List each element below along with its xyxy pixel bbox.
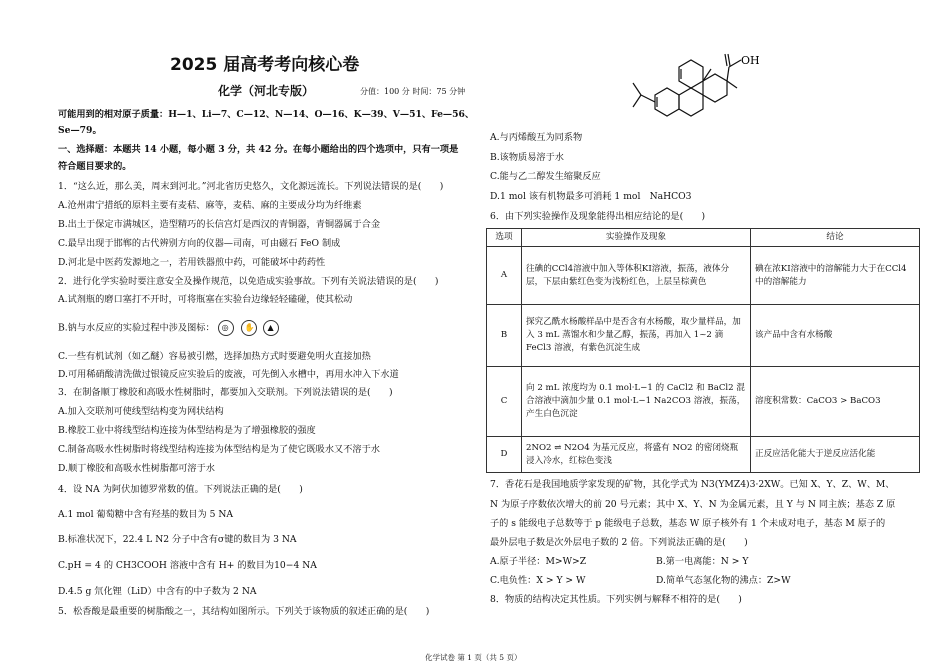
table-cell-operation: 向 2 mL 浓度均为 0.1 mol·L−1 的 CaCl2 和 BaCl2 混合溶液中滴加少量 0.1 mol·L−1 Na2CO3 溶液，振荡，产生白色沉淀 <box>522 367 751 437</box>
table-cell-operation: 往碘的CCl4溶液中加入等体积KI溶液，振荡，液体分层，下层由紫红色变为浅粉红色，上层呈棕黄色 <box>522 247 751 305</box>
table-row <box>487 437 920 473</box>
q8-stem: 8．物质的结构决定其性质。下列实例与解释不相符的是( ) <box>490 594 742 605</box>
goggles-icon: ◎ <box>218 320 234 336</box>
q4-option-a: A.1 mol 葡萄糖中含有羟基的数目为 5 NA <box>58 509 234 520</box>
q7-option-d: D.简单气态氢化物的沸点：Z>W <box>656 575 791 586</box>
q2-option-c: C.一些有机试剂（如乙醚）容易被引燃，选择加热方式时要避免明火直接加热 <box>58 351 371 362</box>
q7-option-c: C.电负性：X > Y > W <box>490 575 586 586</box>
q7-line-3: 子的 s 能级电子总数等于 p 能级电子总数，基态 W 原子核外有 1 个未成对电子，基态 M 原子的 <box>490 518 886 529</box>
table-cell-option: B <box>487 305 522 367</box>
q1-option-a: A.沧州肃宁措纸的原料主要有麦秸、麻等，麦秸、麻的主要成分均为纤维素 <box>58 200 362 211</box>
table-header-option: 选项 <box>487 229 522 247</box>
q3-option-c: C.制备高吸水性树脂时将线型结构连接为体型结构是为了使它既吸水又不溶于水 <box>58 444 380 455</box>
q2-option-b <box>58 320 283 336</box>
q4-option-b: B.标准状况下，22.4 L N2 分子中含有σ键的数目为 3 NA <box>58 534 297 545</box>
q3-option-b: B.橡胶工业中将线型结构连接为体型结构是为了增强橡胶的强度 <box>58 425 316 436</box>
table-cell-conclusion: 正反应活化能大于逆反应活化能 <box>751 437 920 473</box>
q4-option-d: D.4.5 g 氘化锂（LiD）中含有的中子数为 2 NA <box>58 586 257 597</box>
table-row <box>487 247 920 305</box>
q3-option-a: A.加入交联剂可使线型结构变为网状结构 <box>58 406 224 417</box>
hand-wash-icon: ✋ <box>241 320 257 336</box>
q7-line-4: 最外层电子数是次外层电子数的 2 倍。下列说法正确的是( ) <box>490 537 748 548</box>
q5-option-d: D.1 mol 该有机物最多可消耗 1 mol NaHCO3 <box>490 191 692 202</box>
abietic-acid-structure <box>625 40 795 130</box>
table-header-conclusion: 结论 <box>751 229 920 247</box>
table-row <box>487 305 920 367</box>
q7-line-2: N 为原子序数依次增大的前 20 号元素；其中 X、Y、N 为金属元素，且 Y 与 N 同主族；基态 Z 原 <box>490 499 896 510</box>
table-header-row <box>487 229 920 247</box>
table-row <box>487 367 920 437</box>
q3-option-d: D.顺丁橡胶和高吸水性树脂都可溶于水 <box>58 463 215 474</box>
q7-line-1: 7．香花石是我国地质学家发现的矿物，其化学式为 N3(YMZ4)3·2XW。已知 X、Y、Z、W、M、 <box>490 479 895 490</box>
q7-option-a: A.原子半径：M>W>Z <box>490 556 587 567</box>
q1-option-b: B.出土于保定市满城区，造型精巧的长信宫灯是西汉的青铜器，青铜器属于合金 <box>58 219 381 230</box>
exam-subtitle: 化学（河北专版） <box>218 84 315 98</box>
atomic-masses-line-1: 可能用到的相对原子质量：H—1、Li—7、C—12、N—14、O—16、K—39、V—51、Fe—56、 <box>58 109 475 120</box>
table-header-operation: 实验操作及现象 <box>522 229 751 247</box>
q4-option-c: C.pH = 4 的 CH3COOH 溶液中含有 H+ 的数目为10−4 NA <box>58 560 317 571</box>
q2-option-d: D.可用稀硝酸清洗做过银镜反应实验后的废液，可先倒入水槽中，再用水冲入下水道 <box>58 369 399 380</box>
page-footer: 化学试卷 第 1 页（共 5 页） <box>425 653 522 662</box>
flame-hazard-icon: ▲ <box>263 320 279 336</box>
q7-option-b: B.第一电离能：N > Y <box>656 556 749 567</box>
table-cell-option: D <box>487 437 522 473</box>
q5-stem: 5．松香酸是最重要的树脂酸之一，其结构如图所示。下列关于该物质的叙述正确的是( ) <box>58 606 430 617</box>
table-cell-conclusion: 溶度积常数：CaCO3 > BaCO3 <box>751 367 920 437</box>
exam-title: 2025 届高考考向核心卷 <box>170 55 360 75</box>
q2-option-b-text: B.钠与水反应的实验过程中涉及图标： <box>58 322 215 334</box>
q3-stem: 3．在制备顺丁橡胶和高吸水性树脂时，都要加入交联剂。下列说法错误的是( ) <box>58 387 393 398</box>
q5-option-c: C.能与乙二醇发生缩聚反应 <box>490 171 601 182</box>
table-cell-operation: 2NO2 ⇌ N2O4 为基元反应，将盛有 NO2 的密闭烧瓶浸入冷水，红棕色变浅 <box>522 437 751 473</box>
section-heading-line-2: 符合题目要求的。 <box>58 161 132 172</box>
structure-oh-label: OH <box>741 54 760 67</box>
table-cell-conclusion: 碘在浓KI溶液中的溶解能力大于在CCl4中的溶解能力 <box>751 247 920 305</box>
section-heading-line-1: 一、选择题：本题共 14 小题，每小题 3 分，共 42 分。在每小题给出的四个选项中，只有一项是 <box>58 144 459 155</box>
q4-stem: 4．设 NA 为阿伏加德罗常数的值。下列说法正确的是( ) <box>58 484 303 495</box>
table-cell-option: C <box>487 367 522 437</box>
exam-meta: 分值：100 分 时间：75 分钟 <box>360 87 466 96</box>
q5-option-b: B.该物质易溶于水 <box>490 152 564 163</box>
atomic-masses-line-2: Se—79。 <box>58 125 102 136</box>
q5-option-a: A.与丙烯酸互为同系物 <box>490 132 583 143</box>
table-cell-conclusion: 该产品中含有水杨酸 <box>751 305 920 367</box>
table-cell-option: A <box>487 247 522 305</box>
q6-table <box>486 228 920 473</box>
q1-option-d: D.河北是中医药发源地之一，若用铁器煎中药，可能破坏中药药性 <box>58 257 326 268</box>
q2-stem: 2．进行化学实验时要注意安全及操作规范，以免造成实验事故。下列有关说法错误的是( ) <box>58 276 439 287</box>
q2-option-a: A.试剂瓶的磨口塞打不开时，可将瓶塞在实验台边缘轻轻磕碰，使其松动 <box>58 294 353 305</box>
q1-stem: 1．“这么近，那么美，周末到河北。”河北省历史悠久，文化源远流长。下列说法错误的是( ) <box>58 181 444 192</box>
q6-stem: 6．由下列实验操作及现象能得出相应结论的是( ) <box>490 211 706 222</box>
q1-option-c: C.最早出现于邯郸的古代辨别方向的仪器—司南，可由磁石 FeO 制成 <box>58 238 341 249</box>
table-cell-operation: 探究乙酰水杨酸样品中是否含有水杨酸，取少量样品，加入 3 mL 蒸馏水和少量乙醇，振荡，再加入 1~2 滴 FeCl3 溶液，有紫色沉淀生成 <box>522 305 751 367</box>
